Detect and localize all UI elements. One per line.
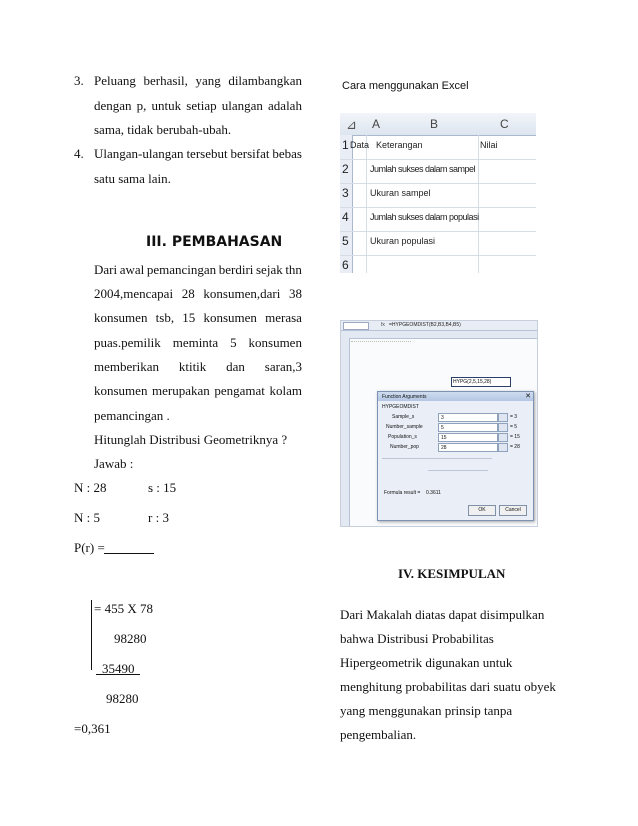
gridline [478,135,479,273]
sheet-text-lines [351,341,411,372]
gridline [340,231,536,232]
arg-label: Number_pop [390,444,419,450]
row-number: 1 [342,138,349,152]
column-header-bar [341,331,537,339]
section-heading-pembahasan: III. PEMBAHASAN [146,234,283,250]
row-number: 6 [342,258,349,272]
active-cell[interactable] [451,377,511,387]
list-number: 4. [74,146,84,161]
corner-cell: ⊿ [346,117,357,132]
dialog-title: Function Arguments [382,394,427,400]
gridline [340,207,536,208]
formula-result-label: Formula result = [384,490,421,496]
gridline [366,135,367,273]
para-line4: puas.pemilik meminta 5 konsumen [94,335,302,350]
arg-label: Number_sample [386,424,423,430]
dialog-divider [428,470,488,471]
row-header-bar [340,135,353,273]
item4-line1: Ulangan-ulangan tersebut bersifat bebas [94,146,302,161]
conclusion-line1: Dari Makalah diatas dapat disimpulkan [340,607,545,622]
fx-icon: fx [381,322,385,328]
var-r: r : 3 [148,510,169,525]
cell-c1[interactable]: Nilai [480,140,498,150]
cell-b2[interactable]: Jumlah sukses dalam sampel [370,164,476,174]
formula-label: P(r) = [74,540,105,555]
arg-label: Sample_s [392,414,415,420]
excel-screenshot-2 [340,320,538,527]
column-header-bar [340,113,536,136]
formula-result-value: 0.3611 [426,490,441,496]
item3-line3: sama, tidak berubah-ubah. [94,122,232,137]
para-line6: konsumen merupakan pengamat kolam [94,383,302,398]
item3-line1: Peluang berhasil, yang dilambangkan [94,73,302,88]
calc-result: =0,361 [74,721,111,736]
name-box[interactable] [343,322,369,330]
function-name: HYPGEOMDIST [382,404,419,410]
arg-result: = 15 [510,434,520,440]
calc-line2: 98280 [114,631,147,646]
para-line7: pemancingan . [94,408,170,423]
formula-bar [341,321,537,331]
para-line5: memberikan ktitik dan saran,3 [94,359,302,374]
excel-caption: Cara menggunakan Excel [342,80,469,92]
cell-b1[interactable]: Keterangan [376,140,423,150]
para-line2: 2004,mencapai 28 konsumen,dari 38 [94,286,302,301]
calc-line4: 98280 [106,691,139,706]
cancel-button[interactable]: Cancel [499,505,527,516]
para-line9: Jawab : [94,456,134,471]
column-header-c: C [500,117,509,131]
conclusion-line6: pengembalian. [340,727,417,742]
item3-line2: dengan p, untuk setiap ulangan adalah [94,98,302,113]
cell-b3[interactable]: Ukuran sampel [370,188,431,198]
arg-input-sample-s[interactable]: 3 [438,413,498,422]
para-line1: Dari awal pemancingan berdiri sejak thn [94,262,302,277]
row-number: 4 [342,210,349,224]
row-header-bar [341,338,350,526]
calc-line1: = 455 X 78 [94,601,153,616]
fraction-line [104,553,154,554]
section-heading-kesimpulan: IV. KESIMPULAN [398,566,506,581]
cell-b5[interactable]: Ukuran populasi [370,236,436,246]
arg-input-number-sample[interactable]: 5 [438,423,498,432]
conclusion-line2: bahwa Distribusi Probabilitas [340,631,494,646]
para-line3: konsumen tsb, 15 konsumen merasa [94,310,302,325]
cell-a1[interactable]: Data [350,140,370,150]
column-header-b: B [430,117,439,131]
arg-result: = 28 [510,444,520,450]
excel-screenshot-1 [340,113,536,273]
close-icon[interactable]: ✕ [525,393,531,400]
gridline [340,183,536,184]
formula-text[interactable]: =HYPGEOMDIST(B2,B3,B4,B5) [389,322,461,328]
list-number: 3. [74,73,84,88]
conclusion-line3: Hipergeometrik digunakan untuk [340,655,513,670]
var-n-small: N : 5 [74,510,100,525]
range-picker-icon[interactable] [498,433,508,442]
row-number: 3 [342,186,349,200]
cell-b4[interactable]: Jumlah sukses dalam populasi [370,212,479,222]
calc-vertical-rule [91,600,92,670]
item4-line2: satu sama lain. [94,171,171,186]
row-number: 5 [342,234,349,248]
ok-button[interactable]: OK [468,505,496,516]
range-picker-icon[interactable] [498,413,508,422]
var-n-big: N : 28 [74,480,107,495]
calc-line3: 35490 [102,661,135,676]
arg-input-number-pop[interactable]: 28 [438,443,498,452]
gridline [340,159,536,160]
para-line8: Hitunglah Distribusi Geometriknya ? [94,432,288,447]
row-number: 2 [342,162,349,176]
arg-result: = 3 [510,414,518,420]
dialog-divider [382,458,492,459]
range-picker-icon[interactable] [498,423,508,432]
arg-result: = 5 [510,424,518,430]
arg-label: Population_s [388,434,417,440]
range-picker-icon[interactable] [498,443,508,452]
calc-fraction-line [96,674,140,675]
active-cell-value: HYPG(2,5,15,28) [453,379,492,385]
arg-input-population-s[interactable]: 15 [438,433,498,442]
dialog-titlebar [378,392,533,401]
gridline [340,255,536,256]
column-header-a: A [372,117,381,131]
conclusion-line5: yang menggunakan prinsip tanpa [340,703,513,718]
conclusion-line4: menghitung probabilitas dari suatu obyek [340,679,556,694]
var-s: s : 15 [148,480,177,495]
function-arguments-dialog [377,391,534,521]
